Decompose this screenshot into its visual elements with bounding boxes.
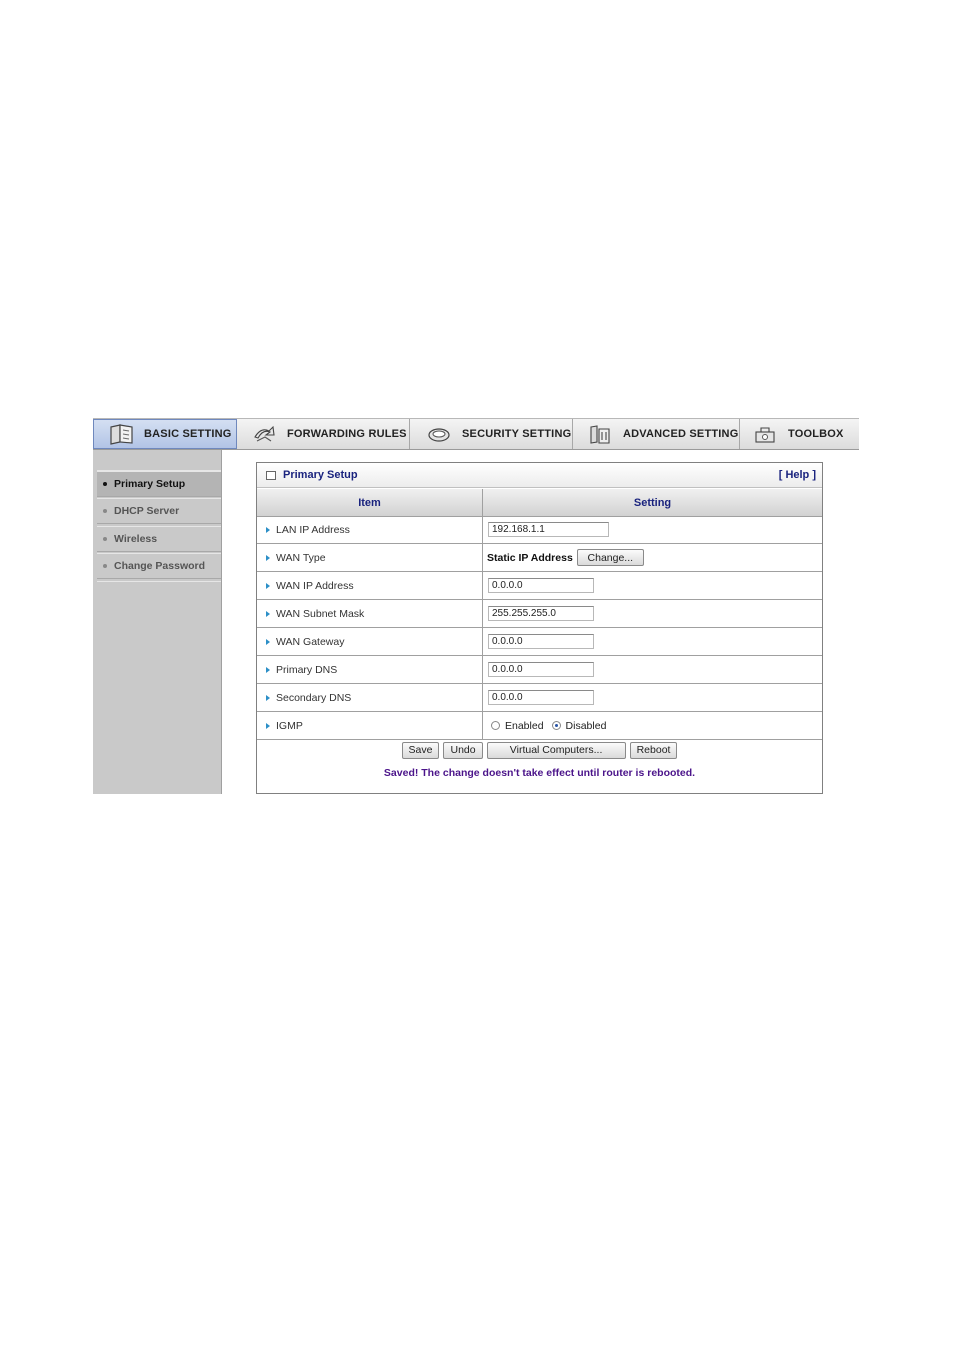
table-row	[257, 684, 822, 712]
igmp-disabled-label: Disabled	[565, 719, 607, 732]
item-cell	[257, 572, 483, 599]
igmp-enabled-radio[interactable]	[491, 721, 500, 730]
forwarding-icon	[251, 423, 279, 445]
primary-setup-panel	[256, 462, 823, 794]
tab-security-setting[interactable]	[410, 419, 573, 449]
item-cell	[257, 600, 483, 627]
arrow-icon	[266, 583, 270, 589]
status-message: Saved! The change doesn't take effect until router is rebooted.	[383, 767, 696, 779]
arrow-icon	[266, 723, 270, 729]
virtual-computers-button[interactable]: Virtual Computers...	[487, 742, 626, 759]
igmp-disabled-radio[interactable]	[552, 721, 561, 730]
column-header-setting: Setting	[633, 496, 672, 509]
arrow-icon	[266, 527, 270, 533]
setting-cell	[483, 684, 822, 711]
row-label: WAN Type	[276, 551, 326, 564]
undo-button[interactable]: Undo	[443, 742, 482, 759]
panel-title-bar	[257, 463, 822, 488]
save-button[interactable]: Save	[402, 742, 440, 759]
item-cell	[257, 684, 483, 711]
wan-ip-input[interactable]	[488, 578, 594, 593]
arrow-icon	[266, 555, 270, 561]
table-row	[257, 656, 822, 684]
router-admin-screenshot	[93, 418, 859, 794]
top-nav	[93, 418, 859, 450]
row-label: WAN Gateway	[276, 635, 345, 648]
item-cell	[257, 516, 483, 543]
setting-cell	[483, 572, 822, 599]
tab-forwarding-rules[interactable]	[237, 419, 410, 449]
igmp-enabled-label: Enabled	[505, 719, 544, 732]
row-label: Primary DNS	[276, 663, 338, 676]
setting-cell	[483, 516, 822, 543]
column-header-item: Item	[257, 489, 483, 516]
item-cell	[257, 628, 483, 655]
table-row	[257, 516, 822, 544]
wan-subnet-mask-input[interactable]	[488, 606, 594, 621]
sidebar-item-dhcp-server[interactable]	[97, 498, 221, 524]
change-wan-type-button[interactable]: Change...	[577, 549, 644, 566]
item-cell	[257, 712, 483, 739]
wan-type-value: Static IP Address	[487, 551, 573, 564]
bullet-icon	[103, 509, 107, 513]
row-label: WAN IP Address	[276, 579, 354, 592]
table-row	[257, 600, 822, 628]
table-row	[257, 544, 822, 572]
setting-cell	[483, 600, 822, 627]
table-row	[257, 712, 822, 740]
tab-advanced-setting[interactable]	[573, 419, 740, 449]
tab-label: SECURITY SETTING	[462, 428, 572, 440]
table-header	[257, 489, 822, 517]
button-bar	[257, 739, 822, 761]
table-row	[257, 572, 822, 600]
bullet-icon	[103, 564, 107, 568]
book-icon	[108, 423, 136, 445]
tab-toolbox[interactable]	[740, 419, 859, 449]
secondary-dns-input[interactable]	[488, 690, 594, 705]
primary-dns-input[interactable]	[488, 662, 594, 677]
arrow-icon	[266, 611, 270, 617]
setting-cell	[483, 628, 822, 655]
security-icon	[426, 423, 454, 445]
setting-cell	[483, 544, 822, 571]
wan-gateway-input[interactable]	[488, 634, 594, 649]
item-cell	[257, 656, 483, 683]
tab-label: ADVANCED SETTING	[623, 428, 739, 440]
toolbox-icon	[752, 423, 780, 445]
row-label: WAN Subnet Mask	[276, 607, 365, 620]
divider	[97, 581, 221, 582]
item-cell	[257, 544, 483, 571]
sidebar-item-change-password[interactable]	[97, 553, 221, 579]
tab-label: FORWARDING RULES	[287, 428, 407, 440]
sidebar-item-label: Primary Setup	[114, 478, 186, 490]
row-label: IGMP	[276, 719, 303, 732]
row-label: LAN IP Address	[276, 523, 350, 536]
tab-label: BASIC SETTING	[144, 428, 232, 440]
sidebar-item-primary-setup[interactable]	[97, 471, 221, 497]
arrow-icon	[266, 639, 270, 645]
sidebar-item-wireless[interactable]	[97, 526, 221, 552]
tab-label: TOOLBOX	[788, 428, 844, 440]
tab-basic-setting[interactable]	[93, 419, 237, 449]
bullet-icon	[103, 537, 107, 541]
help-link[interactable]: [ Help ]	[778, 469, 816, 481]
setting-cell	[483, 656, 822, 683]
row-label: Secondary DNS	[276, 691, 352, 704]
sidebar	[93, 450, 222, 794]
reboot-button[interactable]: Reboot	[630, 742, 678, 759]
arrow-icon	[266, 695, 270, 701]
bullet-icon	[103, 482, 107, 486]
arrow-icon	[266, 667, 270, 673]
setting-cell	[483, 712, 822, 739]
sidebar-item-label: Change Password	[114, 560, 206, 572]
table-row	[257, 628, 822, 656]
panel-box-icon	[266, 471, 276, 480]
panel-title: Primary Setup	[283, 469, 358, 481]
sidebar-item-label: Wireless	[114, 533, 158, 545]
sidebar-item-label: DHCP Server	[114, 505, 180, 517]
advanced-icon	[587, 423, 615, 445]
lan-ip-input[interactable]	[488, 522, 609, 537]
